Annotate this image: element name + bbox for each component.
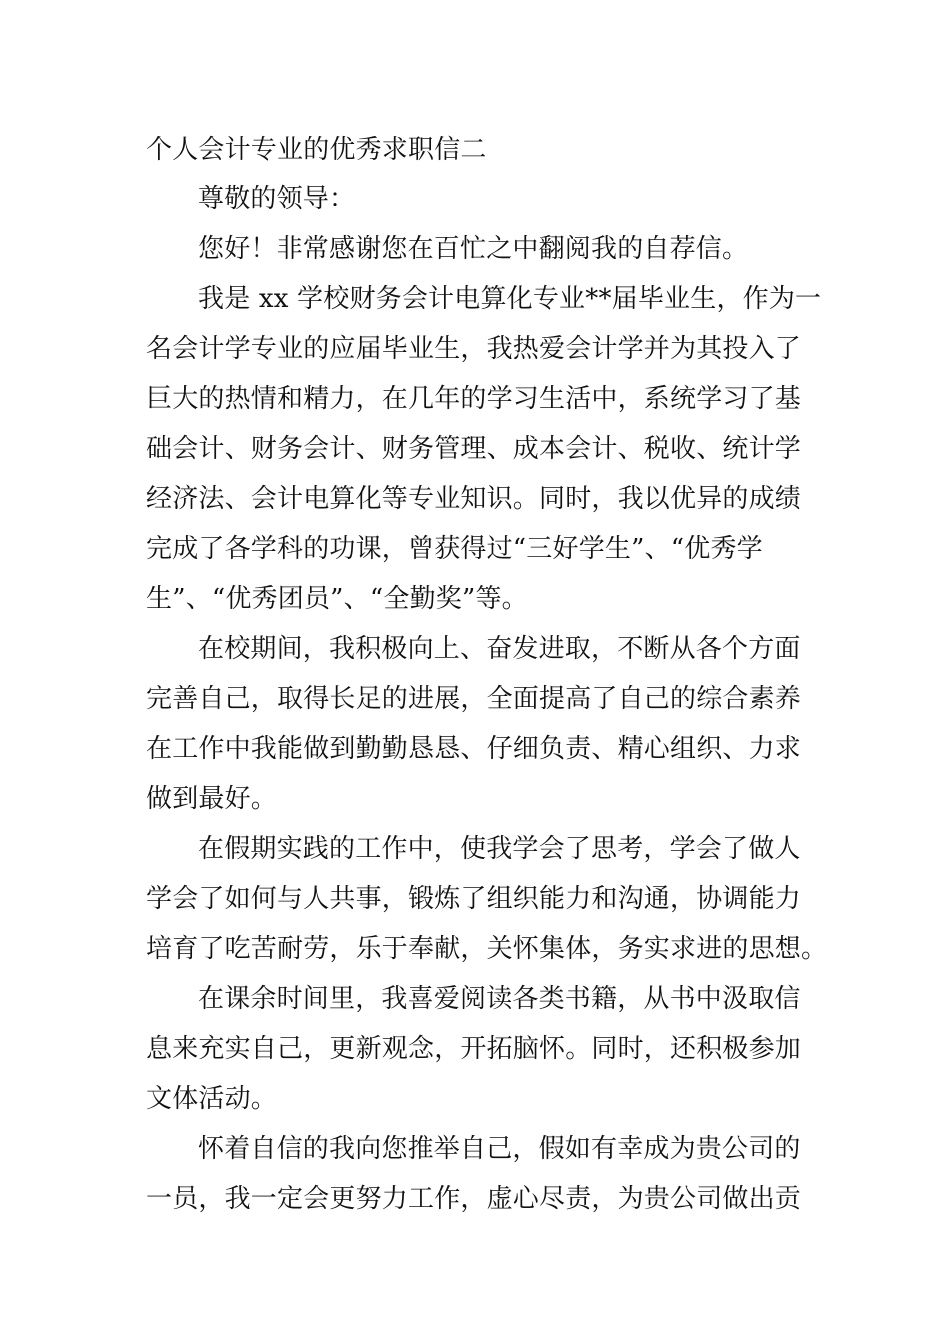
body-line: 您好！非常感谢您在百忙之中翻阅我的自荐信。	[198, 234, 749, 264]
document-body	[146, 126, 828, 1224]
document-title: 个人会计专业的优秀求职信二	[146, 135, 487, 165]
body-line: 完成了各学科的功课，曾获得过“三好学生”、“优秀学	[146, 534, 763, 564]
body-line: 一员，我一定会更努力工作，虚心尽责，为贵公司做出贡	[146, 1184, 802, 1214]
body-line: 础会计、财务会计、财务管理、成本会计、税收、统计学	[146, 434, 802, 464]
body-line: 巨大的热情和精力，在几年的学习生活中，系统学习了基	[146, 384, 802, 414]
body-line: 经济法、会计电算化等专业知识。同时，我以优异的成绩	[146, 484, 802, 514]
body-line: 学会了如何与人共事，锻炼了组织能力和沟通，协调能力	[146, 884, 802, 914]
body-line: 名会计学专业的应届毕业生，我热爱会计学并为其投入了	[146, 334, 802, 364]
body-line: 在工作中我能做到勤勤恳恳、仔细负责、精心组织、力求	[146, 734, 802, 764]
body-line: 文体活动。	[146, 1084, 278, 1114]
body-line: 息来充实自己，更新观念，开拓脑怀。同时，还积极参加	[146, 1034, 802, 1064]
body-line: 我是 xx 学校财务会计电算化专业**届毕业生，作为一	[198, 284, 822, 314]
body-line: 做到最好。	[146, 784, 278, 814]
body-line: 完善自己，取得长足的进展，全面提高了自己的综合素养	[146, 684, 802, 714]
body-line: 在校期间，我积极向上、奋发进取，不断从各个方面	[198, 634, 801, 664]
body-line: 培育了吃苦耐劳，乐于奉献，关怀集体，务实求进的思想。	[146, 934, 828, 964]
body-line: 在假期实践的工作中，使我学会了思考，学会了做人	[198, 834, 801, 864]
body-line: 在课余时间里，我喜爱阅读各类书籍，从书中汲取信	[198, 984, 801, 1014]
body-line: 怀着自信的我向您推举自己，假如有幸成为贵公司的	[198, 1134, 801, 1164]
body-line: 生”、“优秀团员”、“全勤奖”等。	[146, 584, 528, 614]
salutation: 尊敬的领导：	[198, 184, 356, 214]
